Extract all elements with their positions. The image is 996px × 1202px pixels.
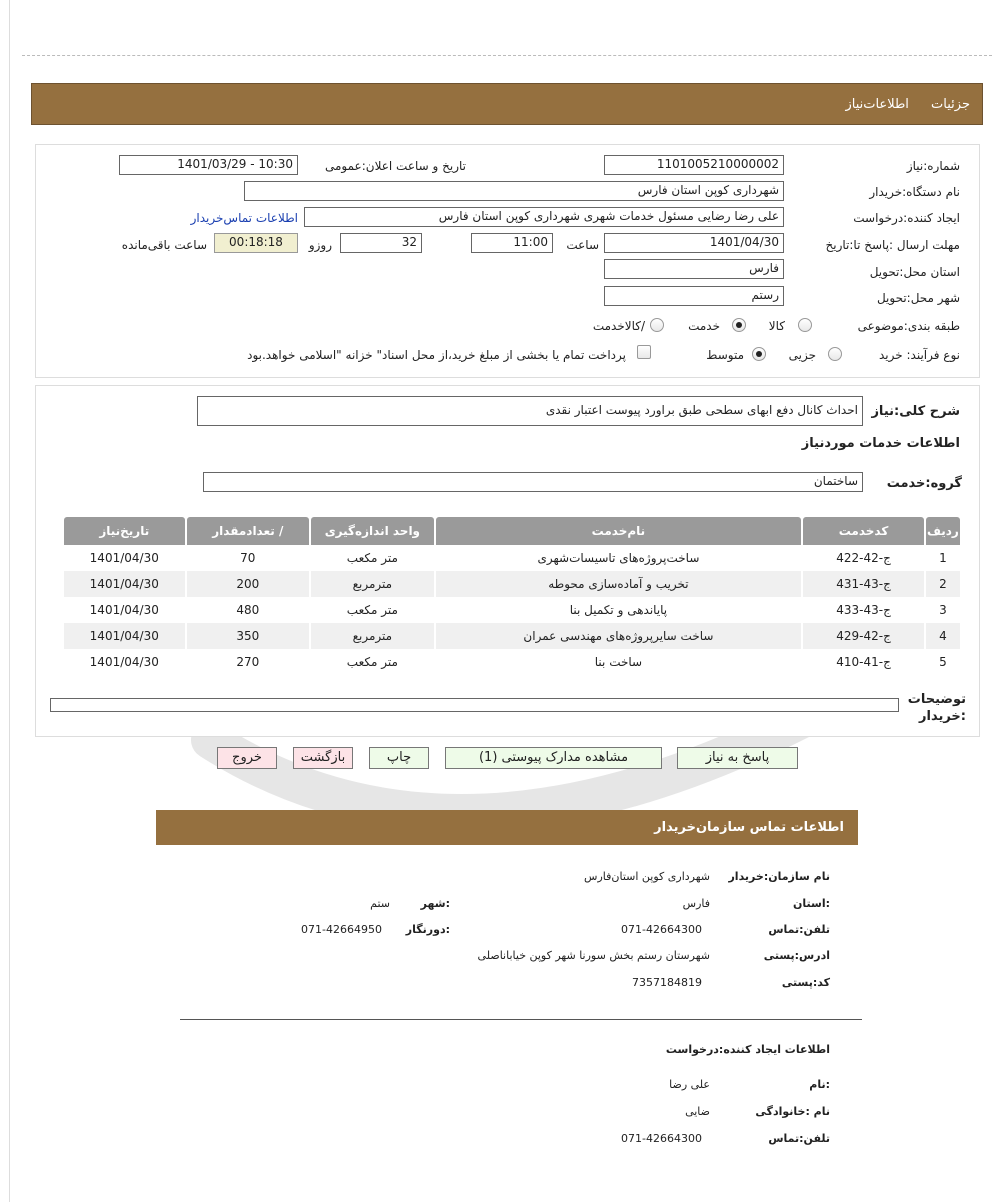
category-goods-label: کالا: [768, 319, 785, 333]
process-label: نوع فرآیند: خرید: [879, 348, 960, 362]
time-label: ساعت: [566, 238, 599, 252]
province-label: استان محل:تحویل: [869, 265, 960, 279]
process-radio-minor[interactable]: [828, 347, 842, 361]
category-both-label: /کالاخدمت: [592, 319, 645, 333]
contact-fax-value: 071-42664950: [301, 923, 382, 936]
creator-phone-value: 071-42664300: [621, 1132, 702, 1145]
remaining-timer: 00:18:18: [214, 233, 298, 253]
table-header-row: [64, 517, 960, 545]
contact-postal-value: 7357184819: [632, 976, 702, 989]
city-label: شهر محل:تحویل: [876, 291, 960, 305]
back-button[interactable]: بازگشت: [293, 747, 353, 769]
cell-row-number: 5: [939, 655, 947, 669]
province-field: فارس: [604, 259, 784, 279]
buyer-notes-field: [50, 698, 899, 712]
cell-unit: مترمربع: [311, 571, 434, 597]
table-row: [64, 649, 960, 675]
service-group-label: گروه:خدمت: [886, 476, 962, 491]
cell-unit: مترمربع: [311, 623, 434, 649]
category-radio-service[interactable]: [732, 318, 746, 332]
creator-name-label: :نام: [809, 1078, 830, 1091]
creator-phone-label: تلفن:تماس: [768, 1132, 830, 1145]
days-field: 32: [340, 233, 422, 253]
cell-row-number: 4: [926, 623, 960, 649]
cell-unit: متر مکعب: [346, 655, 398, 669]
cell-quantity: 270: [236, 655, 260, 669]
cell-service-code: ج-42-429: [803, 623, 924, 649]
category-radio-both[interactable]: [650, 318, 664, 332]
contact-org-label: نام سازمان:خریدار: [728, 870, 830, 883]
creator-name-value: علی رضا: [669, 1078, 710, 1091]
table-row: [64, 623, 960, 649]
tab-need-info[interactable]: اطلاعات‌نیاز: [845, 97, 909, 112]
reply-button[interactable]: پاسخ به نیاز: [677, 747, 798, 769]
remaining-label: ساعت باقی‌مانده: [121, 238, 207, 252]
buyer-contact-section-title: اطلاعات تماس سازمان‌خریدار: [156, 810, 858, 845]
cell-service-name: ساخت بنا: [594, 655, 643, 669]
services-title: اطلاعات خدمات موردنیاز: [801, 436, 960, 451]
process-minor-label: جزیی: [788, 348, 816, 362]
print-button[interactable]: چاپ: [369, 747, 429, 769]
cell-need-date: 1401/04/30: [64, 571, 185, 597]
summary-field: احداث کانال دفع ابهای سطحی طبق براورد پیوست اعتبار نقدی: [197, 396, 863, 426]
contact-phone-label: تلفن:تماس: [768, 923, 830, 936]
page-left-border: [9, 0, 10, 1202]
col-service-name: نام‌خدمت: [436, 517, 802, 545]
category-label: طبقه بندی:موضوعی: [857, 319, 960, 333]
service-group-field: ساختمان: [203, 472, 863, 492]
process-medium-label: متوسط: [706, 348, 744, 362]
need-number-label: شماره:نیاز: [906, 159, 960, 173]
deadline-label: مهلت ارسال :پاسخ تا:تاریخ: [825, 238, 960, 252]
header-bar: [31, 83, 983, 125]
cell-quantity: 70: [240, 551, 256, 565]
category-service-label: خدمت: [688, 319, 720, 333]
contact-org-value: شهرداری کوپن استان‌فارس: [584, 870, 710, 883]
cell-unit: متر مکعب: [346, 551, 398, 565]
requester-label: ایجاد کننده:درخواست: [853, 211, 960, 225]
deadline-date-field: 1401/04/30: [604, 233, 784, 253]
announce-field: 1401/03/29 - 10:30: [119, 155, 298, 175]
contact-divider: [180, 1019, 862, 1020]
col-quantity: / تعدادمقدار: [187, 517, 310, 545]
buyer-org-field: شهرداری کوپن استان فارس: [244, 181, 784, 201]
deadline-time-field: 11:00: [471, 233, 553, 253]
cell-service-name: پایاندهی و تکمیل بنا: [569, 603, 668, 617]
cell-service-code: ج-42-422: [836, 551, 891, 565]
cell-unit: متر مکعب: [346, 603, 398, 617]
contact-fax-label: :دورنگار: [405, 923, 450, 936]
cell-need-date: 1401/04/30: [64, 623, 185, 649]
cell-quantity: 200: [187, 571, 310, 597]
col-unit: واحد اندازه‌گیری: [311, 517, 434, 545]
city-field: رستم: [604, 286, 784, 306]
col-need-date: تاریخ‌نیاز: [64, 517, 185, 545]
col-service-code: کدخدمت: [803, 517, 924, 545]
cell-service-code: ج-41-410: [836, 655, 891, 669]
days-label: روزو: [308, 238, 332, 252]
process-radio-medium[interactable]: [752, 347, 766, 361]
services-table: [62, 517, 962, 675]
buyer-org-label: نام دستگاه:خریدار: [869, 185, 960, 199]
summary-label: شرح کلی:نیاز: [871, 404, 960, 419]
cell-row-number: 1: [939, 551, 947, 565]
creator-section-title: اطلاعات ایجاد کننده:درخواست: [665, 1043, 830, 1056]
cell-need-date: 1401/04/30: [89, 655, 159, 669]
contact-address-label: ادرس:پستی: [763, 949, 830, 962]
cell-service-name: ساخت سایرپروژه‌های مهندسی عمران: [436, 623, 802, 649]
cell-quantity: 350: [187, 623, 310, 649]
col-row: ردیف: [926, 517, 960, 545]
contact-city-value: ستم: [370, 897, 390, 910]
buyer-notes-label: توضیحات :خریدار: [907, 692, 966, 724]
contact-postal-label: کد:پستی: [781, 976, 830, 989]
need-number-field: 1101005210000002: [604, 155, 784, 175]
cell-service-code: ج-43-431: [803, 571, 924, 597]
cell-service-code: ج-43-433: [836, 603, 891, 617]
creator-family-value: ضایی: [685, 1105, 710, 1118]
contact-province-label: :استان: [793, 897, 830, 910]
cell-service-name: تخریب و آماده‌سازی محوطه: [436, 571, 802, 597]
creator-family-label: نام :خانوادگی: [755, 1105, 830, 1118]
need-info-panel: [35, 144, 980, 378]
payment-note: پرداخت تمام یا بخشی از مبلغ خرید،از محل اسناد" خزانه "اسلامی خواهد.بود: [247, 348, 626, 362]
cell-need-date: 1401/04/30: [89, 603, 159, 617]
announce-label: تاریخ و ساعت اعلان:عمومی: [324, 159, 466, 173]
requester-field: علی رضا رضایی مسئول خدمات شهری شهرداری کوپن استان فارس: [304, 207, 784, 227]
exit-button[interactable]: خروج: [217, 747, 277, 769]
contact-address-value: شهرستان رستم بخش سورنا شهر کوپن خیاباناصلی: [477, 949, 710, 962]
category-radio-goods[interactable]: [798, 318, 812, 332]
view-documents-button[interactable]: مشاهده مدارک پیوستی (1): [445, 747, 662, 769]
treasury-payment-checkbox[interactable]: [637, 345, 651, 359]
table-row: [64, 545, 960, 571]
contact-city-label: :شهر: [420, 897, 450, 910]
header-tabs: [827, 97, 970, 112]
cell-service-name: ساخت‌پروژه‌های تاسیسات‌شهری: [537, 551, 700, 565]
table-row: [64, 571, 960, 597]
top-divider: [22, 55, 992, 56]
tab-details[interactable]: جزئیات: [931, 97, 970, 112]
buyer-contact-link[interactable]: اطلاعات تماس‌خریدار: [190, 211, 298, 225]
cell-quantity: 480: [236, 603, 260, 617]
cell-row-number: 3: [939, 603, 947, 617]
cell-row-number: 2: [926, 571, 960, 597]
cell-need-date: 1401/04/30: [89, 551, 159, 565]
contact-phone-value: 071-42664300: [621, 923, 702, 936]
contact-province-value: فارس: [682, 897, 710, 910]
table-row: [64, 597, 960, 623]
